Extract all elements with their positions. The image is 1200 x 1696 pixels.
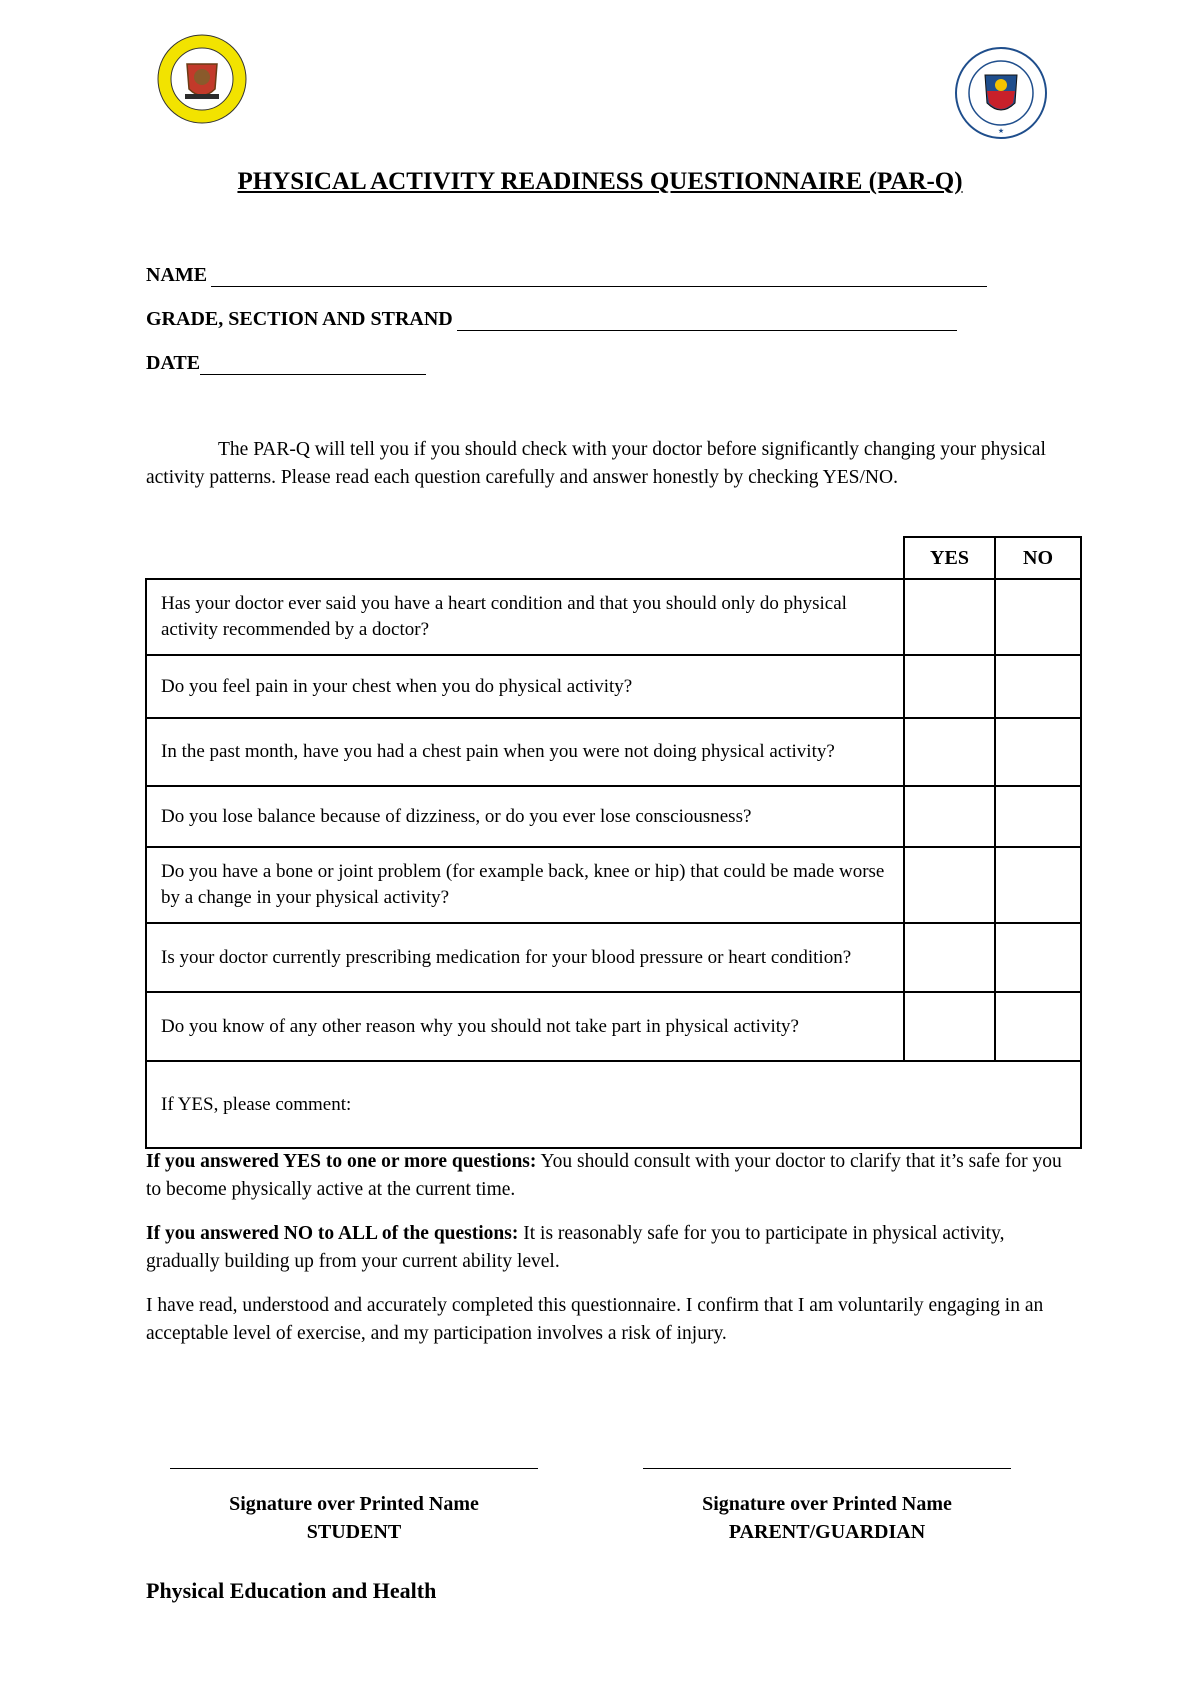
- question-6: Is your doctor currently prescribing medication for your blood pressure or heart condition?: [146, 923, 904, 992]
- question-2: Do you feel pain in your chest when you do physical activity?: [146, 655, 904, 718]
- footer-subject: Physical Education and Health: [146, 1578, 437, 1603]
- grade-line[interactable]: [457, 312, 957, 331]
- comment-field[interactable]: If YES, please comment:: [146, 1061, 1081, 1148]
- student-role: STUDENT: [306, 1521, 402, 1543]
- table-row: [146, 655, 1081, 718]
- question-7: Do you know of any other reason why you should not take part in physical activity?: [146, 992, 904, 1061]
- name-label: NAME: [146, 264, 208, 286]
- table-row: [146, 579, 1081, 655]
- student-signature-line[interactable]: [170, 1468, 538, 1469]
- blank-header-cell: [146, 537, 904, 579]
- no-note: [146, 1220, 1066, 1276]
- name-field[interactable]: [146, 264, 987, 287]
- parq-table: [145, 536, 1082, 1149]
- yes-column-header: YES: [904, 537, 995, 579]
- parent-signature-line[interactable]: [643, 1468, 1011, 1469]
- question-1: Has your doctor ever said you have a heart condition and that you should only do physical activity recommended by a doctor?: [146, 579, 904, 655]
- yes-checkbox-4[interactable]: [904, 786, 995, 847]
- no-checkbox-3[interactable]: [995, 718, 1081, 786]
- date-line[interactable]: [200, 356, 426, 375]
- table-row: [146, 786, 1081, 847]
- no-checkbox-6[interactable]: [995, 923, 1081, 992]
- yes-checkbox-1[interactable]: [904, 579, 995, 655]
- no-checkbox-7[interactable]: [995, 992, 1081, 1061]
- yes-note: [146, 1148, 1066, 1204]
- comment-row[interactable]: [146, 1061, 1081, 1148]
- date-label: DATE: [146, 352, 201, 374]
- yes-checkbox-5[interactable]: [904, 847, 995, 923]
- table-row: [146, 718, 1081, 786]
- no-note-lead: If you answered NO to ALL of the questions:: [146, 1223, 519, 1244]
- parent-role: PARENT/GUARDIAN: [728, 1521, 926, 1543]
- parent-signature-label: Signature over Printed Name: [702, 1493, 952, 1515]
- table-header-row: [146, 537, 1081, 579]
- date-field[interactable]: [146, 352, 426, 375]
- table-row: [146, 923, 1081, 992]
- table-row: [146, 992, 1081, 1061]
- no-column-header: NO: [995, 537, 1081, 579]
- yes-checkbox-6[interactable]: [904, 923, 995, 992]
- yes-checkbox-2[interactable]: [904, 655, 995, 718]
- no-checkbox-4[interactable]: [995, 786, 1081, 847]
- school-seal-logo: [157, 34, 247, 124]
- question-5: Do you have a bone or joint problem (for example back, knee or hip) that could be made worse by a change in your physical activity?: [146, 847, 904, 923]
- name-line[interactable]: [211, 268, 987, 287]
- intro-paragraph: The PAR-Q will tell you if you should check with your doctor before significantly changing your physical activity patterns. Please read each question carefully and answer honestly by checking YES/NO.: [146, 439, 1046, 488]
- grade-label: GRADE, SECTION AND STRAND: [146, 308, 453, 330]
- student-signature-label: Signature over Printed Name: [229, 1493, 479, 1515]
- declaration: I have read, understood and accurately completed this questionnaire. I confirm that I am voluntarily engaging in an acceptable level of exercise, and my participation involves a risk of injury.: [146, 1295, 1044, 1344]
- question-4: Do you lose balance because of dizziness, or do you ever lose consciousness?: [146, 786, 904, 847]
- no-checkbox-1[interactable]: [995, 579, 1081, 655]
- yes-checkbox-3[interactable]: [904, 718, 995, 786]
- parent-signature-block: [643, 1490, 1011, 1546]
- no-checkbox-2[interactable]: [995, 655, 1081, 718]
- grade-section-strand-field[interactable]: [146, 308, 957, 331]
- svg-text:★: ★: [997, 127, 1005, 135]
- yes-checkbox-7[interactable]: [904, 992, 995, 1061]
- yes-note-lead: If you answered YES to one or more questions:: [146, 1151, 537, 1172]
- yes-note-text: You should consult with your doctor to clarify that it’s safe for you to become physically active at the current time.: [146, 1151, 1062, 1200]
- no-note-text: It is reasonably safe for you to participate in physical activity, gradually building up from your current ability level.: [146, 1223, 1005, 1272]
- deped-seal-logo: [955, 47, 1047, 139]
- table-row: [146, 847, 1081, 923]
- page-title: PHYSICAL ACTIVITY READINESS QUESTIONNAIRE (PAR-Q): [237, 168, 963, 195]
- student-signature-block: [170, 1490, 538, 1546]
- question-3: In the past month, have you had a chest pain when you were not doing physical activity?: [146, 718, 904, 786]
- no-checkbox-5[interactable]: [995, 847, 1081, 923]
